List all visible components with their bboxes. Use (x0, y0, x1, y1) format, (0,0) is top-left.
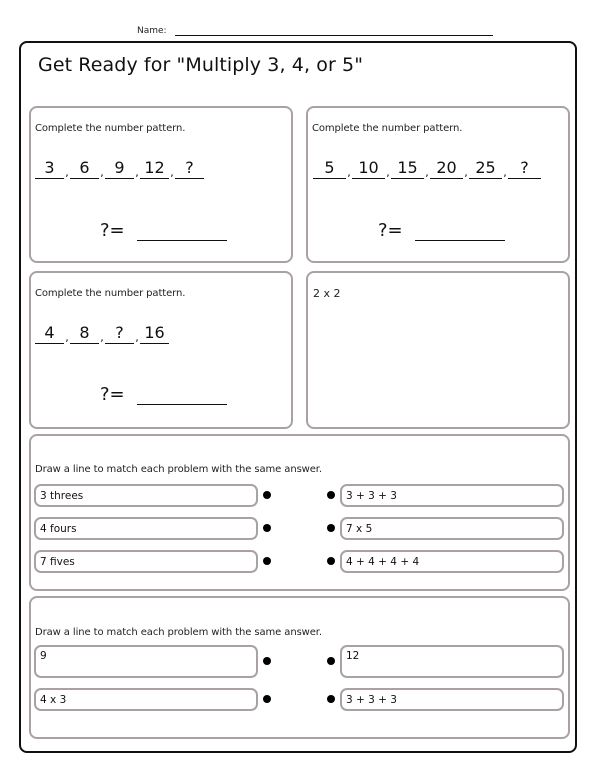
answer-blank[interactable] (137, 386, 227, 405)
problem-1-answer (100, 220, 227, 241)
match-dot-right[interactable] (327, 695, 335, 703)
match-right-item[interactable]: 3 + 3 + 3 (340, 484, 564, 507)
sequence-item: 10 (352, 158, 385, 179)
match-right-item[interactable]: 3 + 3 + 3 (340, 688, 564, 711)
problem-2-answer (378, 220, 505, 241)
problem-3-answer (100, 384, 227, 405)
match-right-item[interactable]: 4 + 4 + 4 + 4 (340, 550, 564, 573)
sequence-item: 5 (313, 158, 346, 179)
match-dot-right[interactable] (327, 557, 335, 565)
sequence-item: 12 (140, 158, 169, 179)
answer-blank[interactable] (137, 222, 227, 241)
problem-card-4 (306, 271, 570, 429)
answer-label: ?= (100, 384, 125, 405)
answer-label: ?= (100, 220, 125, 241)
answer-label: ?= (378, 220, 403, 241)
sequence-item: ? (175, 158, 204, 179)
match-left-item[interactable]: 7 fives (34, 550, 258, 573)
sequence-item: 25 (469, 158, 502, 179)
name-label: Name: (137, 26, 167, 36)
match-dot-right[interactable] (327, 491, 335, 499)
match-left-item[interactable]: 3 threes (34, 484, 258, 507)
match-dot-right[interactable] (327, 524, 335, 532)
sequence-item: ? (508, 158, 541, 179)
match-left-item[interactable]: 4 fours (34, 517, 258, 540)
problem-2-instruction: Complete the number pattern. (312, 123, 463, 134)
worksheet-title: Get Ready for "Multiply 3, 4, or 5" (38, 54, 364, 76)
sequence-item: 3 (35, 158, 64, 179)
sequence-item: 15 (391, 158, 424, 179)
sequence-item: 20 (430, 158, 463, 179)
match-dot-left[interactable] (263, 557, 271, 565)
problem-1-instruction: Complete the number pattern. (35, 123, 186, 134)
match-left-item[interactable]: 9 (34, 645, 258, 678)
matching-2-instruction: Draw a line to match each problem with the same answer. (35, 627, 322, 638)
problem-4-question: 2 x 2 (313, 287, 341, 300)
problem-1-sequence: 3 , 6 , 9 , 12 , ? (35, 158, 204, 179)
match-dot-left[interactable] (263, 695, 271, 703)
match-right-item[interactable]: 12 (340, 645, 564, 678)
sequence-item: 6 (70, 158, 99, 179)
problem-3-sequence: 4 , 8 , ? , 16 (35, 323, 169, 344)
match-right-item[interactable]: 7 x 5 (340, 517, 564, 540)
matching-1-instruction: Draw a line to match each problem with the same answer. (35, 464, 322, 475)
match-dot-left[interactable] (263, 524, 271, 532)
match-dot-left[interactable] (263, 657, 271, 665)
match-dot-right[interactable] (327, 657, 335, 665)
sequence-item: 4 (35, 323, 64, 344)
sequence-item: ? (105, 323, 134, 344)
match-left-item[interactable]: 4 x 3 (34, 688, 258, 711)
match-dot-left[interactable] (263, 491, 271, 499)
sequence-item: 8 (70, 323, 99, 344)
name-field-line[interactable] (175, 35, 493, 36)
sequence-item: 9 (105, 158, 134, 179)
sequence-item: 16 (140, 323, 169, 344)
problem-3-instruction: Complete the number pattern. (35, 288, 186, 299)
problem-2-sequence: 5 , 10 , 15 , 20 , 25 , ? (313, 158, 541, 179)
answer-blank[interactable] (415, 222, 505, 241)
